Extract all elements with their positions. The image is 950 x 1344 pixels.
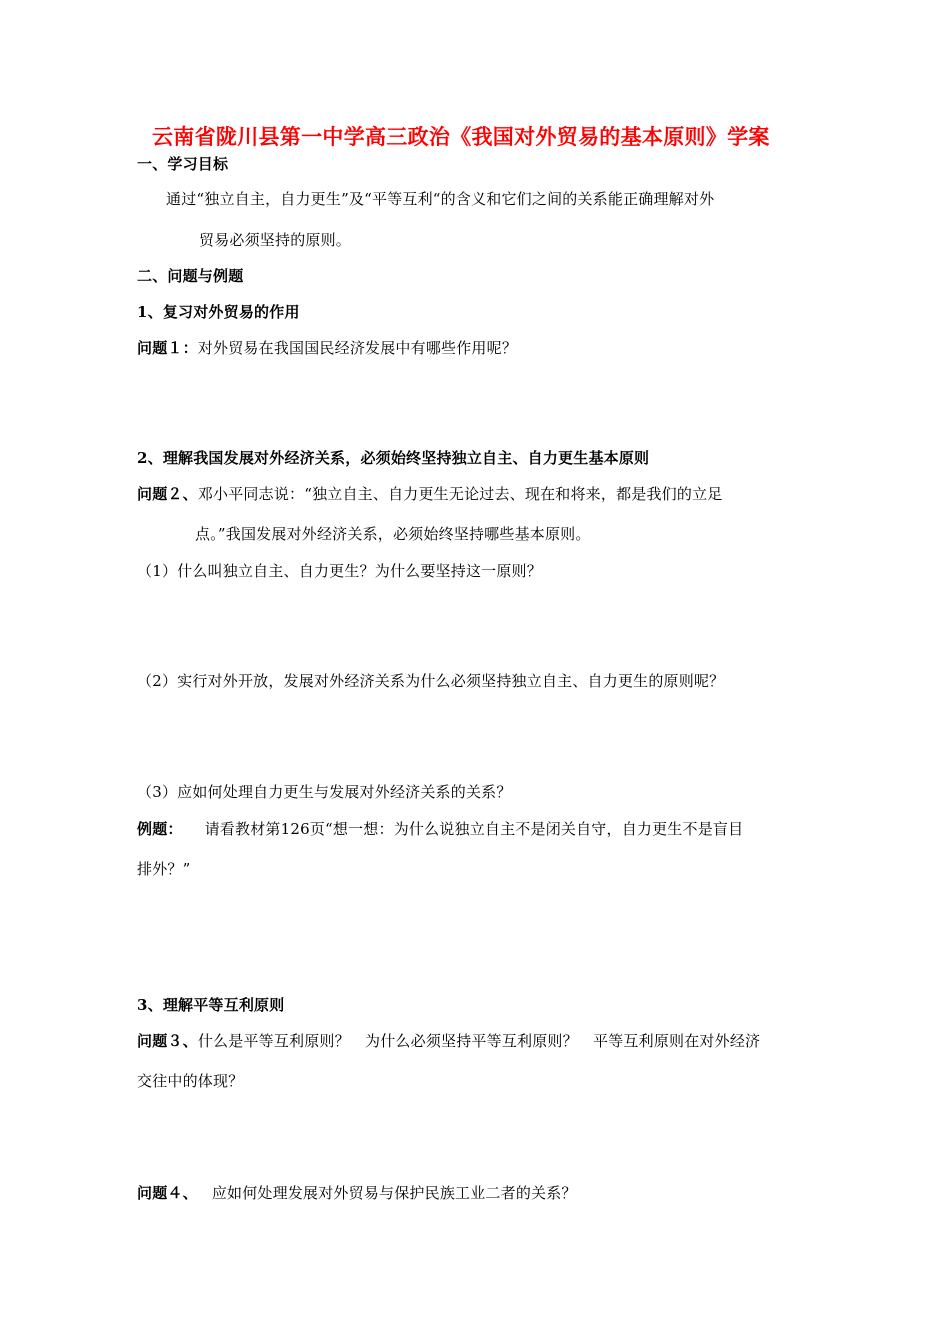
subquestion-1: （1）什么叫独立自主、自力更生？为什么要坚持这一原则？ <box>137 562 542 580</box>
part3-heading: 3、理解平等互利原则 <box>137 996 285 1014</box>
question-4-label: 问题４、 <box>137 1184 198 1202</box>
example-label: 例题： <box>137 820 183 838</box>
document-title: 云南省陇川县第一中学高三政治《我国对外贸易的基本原则》学案 <box>152 124 770 149</box>
objective-text-line1: 通过“独立自主，自力更生”及“平等互利“的含义和它们之间的关系能正确理解对外 <box>166 190 715 208</box>
example-text-line1: 请看教材第126页“想一想：为什么说独立自主不是闭关自守，自力更生不是盲目 <box>204 820 744 838</box>
example-text-line2: 排外？” <box>137 860 191 878</box>
question-2-label: 问题２、 <box>137 485 198 503</box>
subquestion-3: （3）应如何处理自力更生与发展对外经济关系的关系？ <box>137 783 512 801</box>
question-1 <box>137 338 517 358</box>
question-4 <box>137 1183 577 1203</box>
question-2-line1 <box>137 484 723 504</box>
section-heading-questions: 二、问题与例题 <box>137 267 244 285</box>
example-line1 <box>137 819 743 839</box>
question-3-text-line1: 什么是平等互利原则？ 为什么必须坚持平等互利原则？ 平等互利原则在对外经济 <box>197 1032 761 1050</box>
question-2-text-line2: 点。”我国发展对外经济关系，必须始终坚持哪些基本原则。 <box>195 525 591 543</box>
question-3-label: 问题３、 <box>137 1032 198 1050</box>
section-heading-objectives: 一、学习目标 <box>137 155 229 173</box>
subquestion-2: （2）实行对外开放，发展对外经济关系为什么必须坚持独立自主、自力更生的原则呢？ <box>137 672 725 690</box>
question-4-text: 应如何处理发展对外贸易与保护民族工业二者的关系？ <box>211 1184 577 1202</box>
question-3-line1 <box>137 1031 760 1051</box>
question-1-label: 问题１： <box>137 339 198 357</box>
question-1-text: 对外贸易在我国国民经济发展中有哪些作用呢？ <box>197 339 518 357</box>
question-3-text-line2: 交往中的体现？ <box>137 1072 244 1090</box>
objective-text-line2: 贸易必须坚持的原则。 <box>199 231 352 249</box>
part1-heading: 1、复习对外贸易的作用 <box>137 303 300 321</box>
part2-heading: 2、理解我国发展对外经济关系，必须始终坚持独立自主、自力更生基本原则 <box>137 449 650 467</box>
question-2-text-line1: 邓小平同志说：“独立自主、自力更生无论过去、现在和将来，都是我们的立足 <box>197 485 723 503</box>
